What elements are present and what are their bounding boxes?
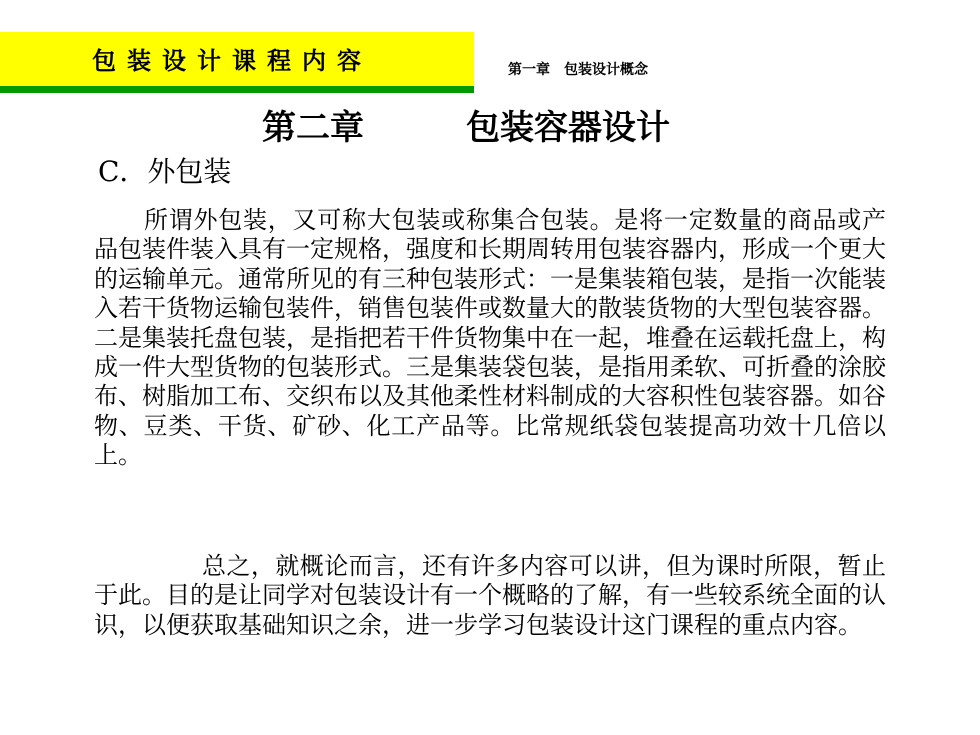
chapter-reference: 第一章 包装设计概念 (508, 62, 648, 78)
chapter-title: 第二章 包装容器设计 (262, 108, 670, 148)
body-paragraph-2: 总之，就概论而言，还有许多内容可以讲，但为课时所限，暂止于此。目的是让同学对包装设计有一个概略的了解，有一些较系统全面的认识，以便获取基础知识之余，进一步学习包装设计这门课程的重点内容。 (94, 552, 886, 639)
body-paragraph-1: 所谓外包装，又可称大包装或称集合包装。是将一定数量的商品或产品包装件装入具有一定规格，强度和长期周转用包装容器内，形成一个更大的运输单元。通常所见的有三种包装形式：一是集装箱包装，是指一次能装入若干货物运输包装件，销售包装件或数量大的散装货物的大型包装容器。二是集装托盘包装，是指把若干件货物集中在一起，堆叠在运载托盘上，构成一件大型货物的包装形式。三是集装袋包装，是指用柔软、可折叠的涂胶布、树脂加工布、交织布以及其他柔性材料制成的大容积性包装容器。如谷物、豆类、干货、矿砂、化工产品等。比常规纸袋包装提高功效十几倍以上。 (94, 206, 886, 470)
header-banner-underline (0, 86, 474, 93)
section-title: C．外包装 (98, 155, 232, 188)
course-title: 包装设计课程内容 (92, 47, 372, 75)
